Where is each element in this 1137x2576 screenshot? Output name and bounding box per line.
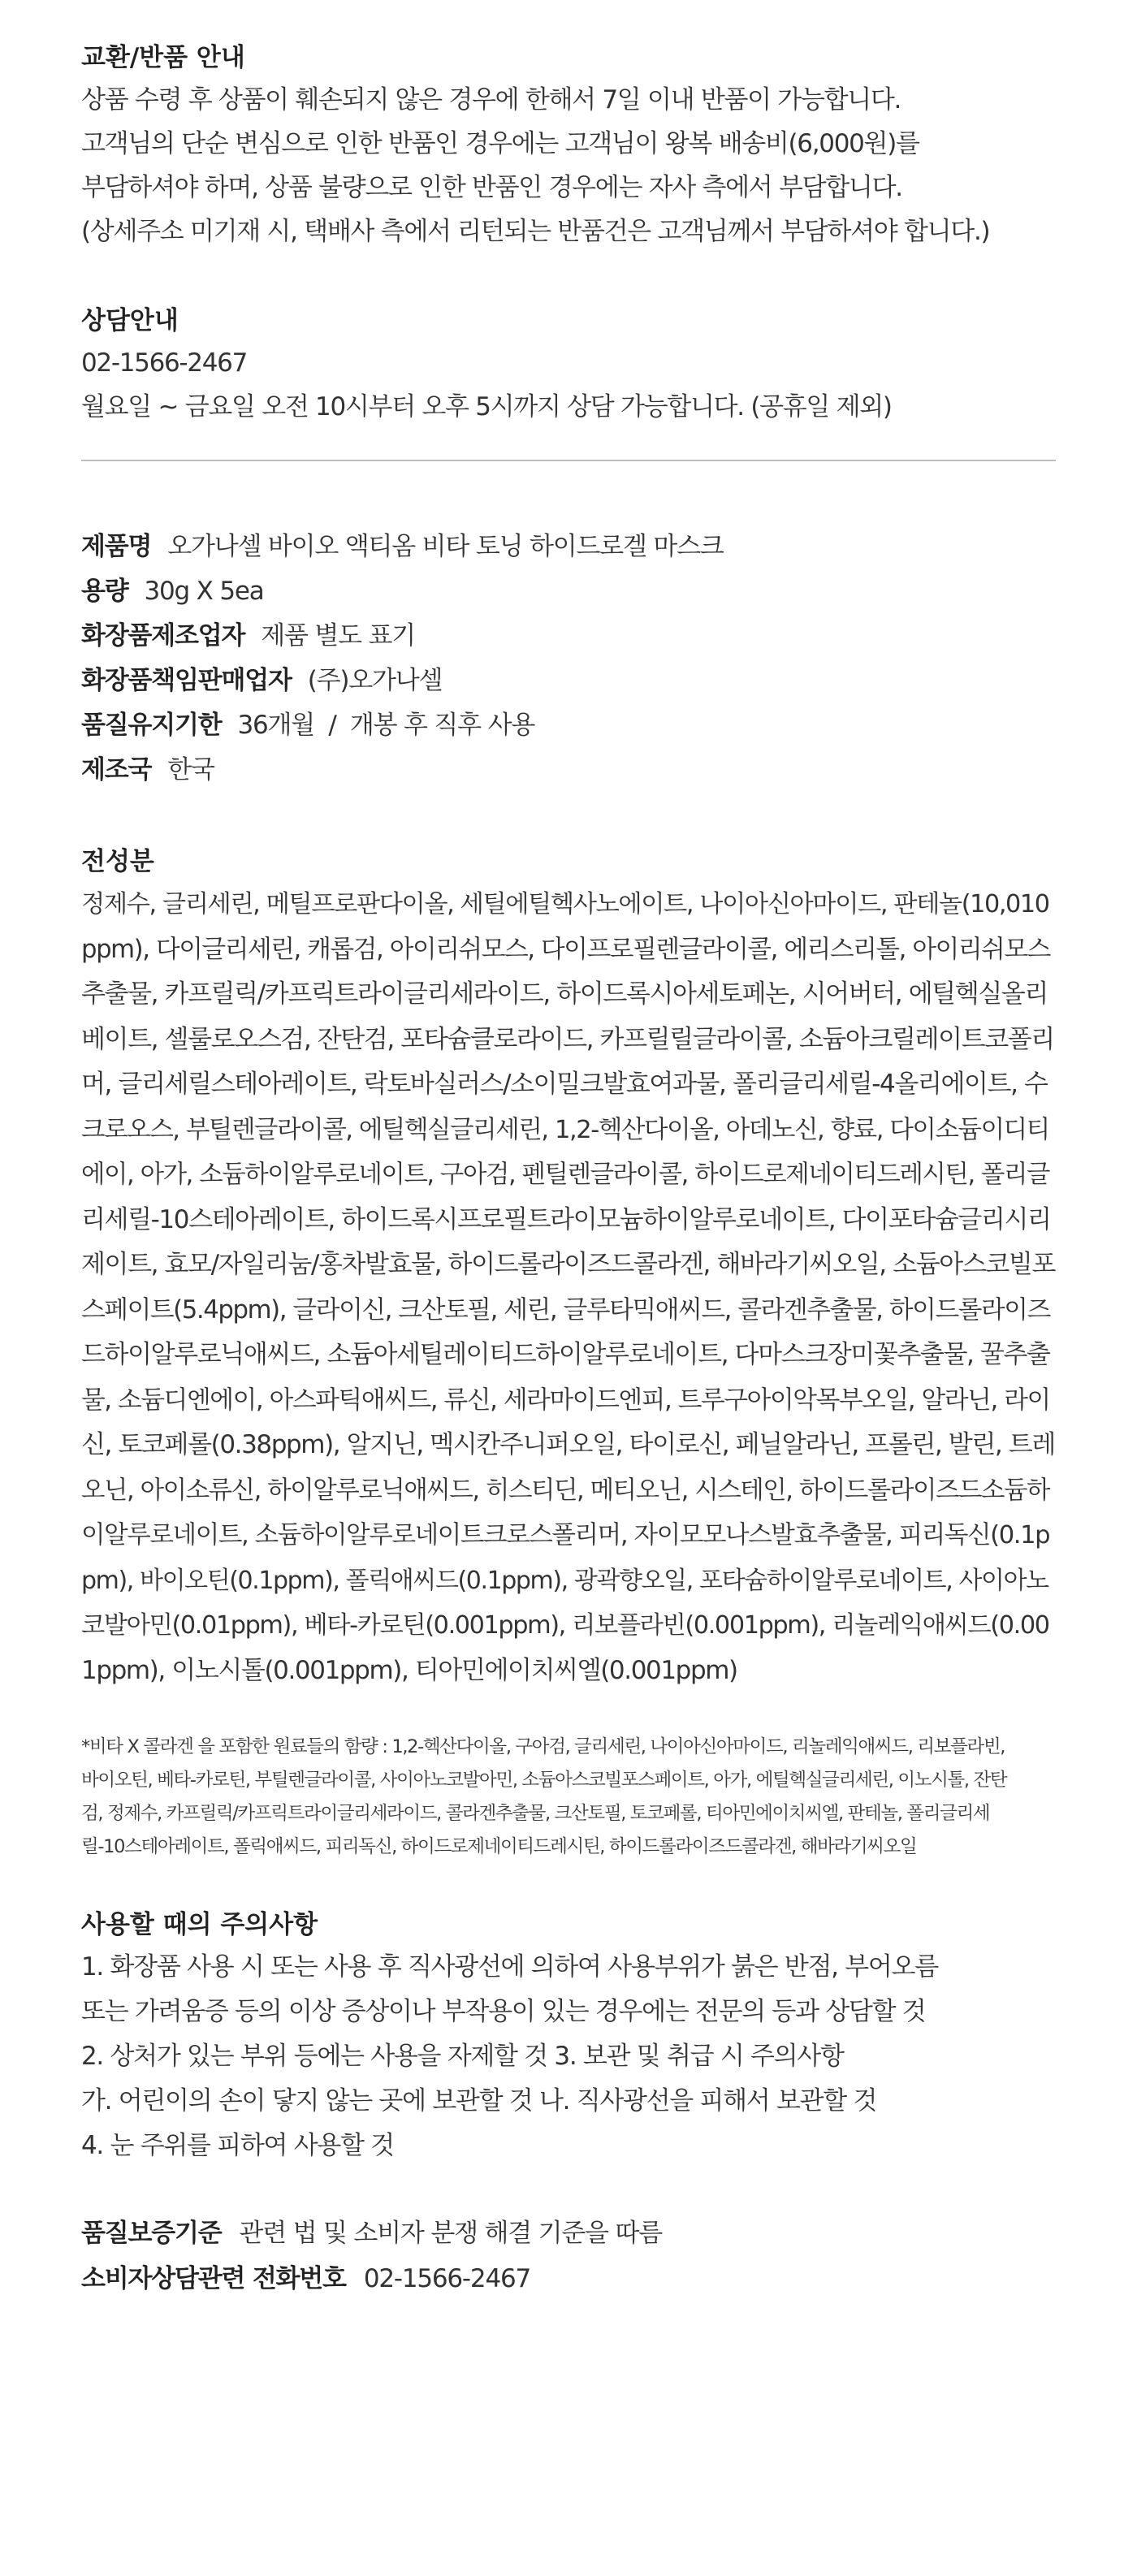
caution-line: 가. 어린이의 손이 닿지 않는 곳에 보관할 것 나. 직사광선을 피해서 보관할 것 (81, 2086, 877, 2116)
quality-standard-value: 관련 법 및 소비자 분쟁 해결 기준을 따름 (239, 2219, 662, 2248)
footnote-line: 검, 정제수, 카프릴릭/카프릭트라이글리세라이드, 콜라겐추출물, 크산토필, 토코페롤, 티아민에이치씨엘, 판테놀, 폴리글리세 (81, 1803, 990, 1824)
spec-row (81, 614, 1056, 659)
footnote-line: 릴-10스테아레이트, 폴릭애씨드, 피리독신, 하이드로제네이티드레시틴, 하이드롤라이즈드콜라겐, 해바라기씨오일 (81, 1836, 917, 1857)
product-info-content (81, 37, 1056, 2302)
exchange-line: 상품 수령 후 상품이 훼손되지 않은 경우에 한해서 7일 이내 반품이 가능합니다. (81, 85, 901, 115)
ingredients-footnote (81, 1731, 1056, 1864)
exchange-title: 교환/반품 안내 (81, 43, 245, 72)
consumer-phone-label: 소비자상담관련 전화번호 (81, 2264, 346, 2293)
ingredient-line: 베이트, 셀룰로오스검, 잔탄검, 포타슘클로라이드, 카프릴릴글라이콜, 소듐아크릴레이트코폴리 (81, 1024, 1054, 1054)
caution-line: 또는 가려움증 등의 이상 증상이나 부작용이 있는 경우에는 전문의 등과 상담할 것 (81, 1997, 926, 2026)
spec-value: 제품 별도 표기 (261, 621, 416, 650)
spec-label: 제조국 (81, 755, 152, 784)
consult-section (81, 300, 1056, 429)
caution-text (81, 1945, 1056, 2168)
consumer-phone-value: 02-1566-2467 (363, 2264, 531, 2293)
caution-title: 사용할 때의 주의사항 (81, 1910, 318, 1939)
spec-row (81, 748, 1056, 793)
ingredient-line: 제이트, 효모/자일리눔/홍차발효물, 하이드롤라이즈드콜라겐, 해바라기씨오일, 소듐아스코빌포 (81, 1250, 1056, 1279)
ingredient-line: 에이, 아가, 소듐하이알루로네이트, 구아검, 펜틸렌글라이콜, 하이드로제네이티드레시틴, 폴리글 (81, 1160, 1050, 1189)
ingredients-title: 전성분 (81, 847, 154, 876)
spec-label: 화장품책임판매업자 (81, 666, 292, 695)
quality-standard-row (81, 2211, 1056, 2256)
ingredient-line: 추출물, 카프릴릭/카프릭트라이글리세라이드, 하이드록시아세토페논, 시어버터, 에틸헥실올리 (81, 979, 1048, 1009)
section-divider (81, 460, 1056, 461)
spec-value: 오가나셀 바이오 액티옴 비타 토닝 하이드로겔 마스크 (167, 532, 724, 561)
spec-value: 36개월 / 개봉 후 직후 사용 (237, 711, 535, 740)
spec-row (81, 525, 1056, 569)
exchange-section (81, 37, 1056, 253)
spec-label: 용량 (81, 577, 128, 606)
ingredient-line: ppm), 다이글리세린, 캐롭검, 아이리쉬모스, 다이프로필렌글라이콜, 에리스리톨, 아이리쉬모스 (81, 934, 1050, 964)
caution-line: 1. 화장품 사용 시 또는 사용 후 직사광선에 의하여 사용부위가 붉은 반점, 부어오름 (81, 1952, 938, 1982)
consult-hours: 월요일 ~ 금요일 오전 10시부터 오후 5시까지 상담 가능합니다. (공휴일 제외) (81, 392, 892, 421)
ingredient-line: 코발아민(0.01ppm), 베타-카로틴(0.001ppm), 리보플라빈(0.001ppm), 리놀레익애씨드(0.00 (81, 1611, 1049, 1640)
consult-phone: 02-1566-2467 (81, 348, 248, 378)
footnote-line: 바이오틴, 베타-카로틴, 부틸렌글라이콜, 사이아노코발아민, 소듐아스코빌포스페이트, 아가, 에틸헥실글리세린, 이노시톨, 잔탄 (81, 1770, 1007, 1791)
ingredient-line: 크로오스, 부틸렌글라이콜, 에틸헥실글리세린, 1,2-헥산다이올, 아데노신, 향료, 다이소듐이디티 (81, 1115, 1049, 1144)
quality-standard-label: 품질보증기준 (81, 2219, 222, 2248)
exchange-line: (상세주소 미기재 시, 택배사 측에서 리턴되는 반품건은 고객님께서 부담하셔야 합니다.) (81, 217, 990, 246)
ingredient-line: 오닌, 아이소류신, 하이알루로닉애씨드, 히스티딘, 메티오닌, 시스테인, 하이드롤라이즈드소듐하 (81, 1476, 1050, 1505)
spec-row (81, 703, 1056, 748)
caution-section (81, 1904, 1056, 2168)
ingredient-line: 물, 소듐디엔에이, 아스파틱애씨드, 류신, 세라마이드엔피, 트루구아이악목부오일, 알라닌, 라이 (81, 1385, 1050, 1415)
spec-row (81, 659, 1056, 703)
spec-row (81, 569, 1056, 614)
exchange-line: 고객님의 단순 변심으로 인한 반품인 경우에는 고객님이 왕복 배송비(6,000원)를 (81, 129, 919, 158)
ingredient-line: 드하이알루로닉애씨드, 소듐아세틸레이티드하이알루로네이트, 다마스크장미꽃추출물, 꿀추출 (81, 1340, 1050, 1369)
spec-label: 품질유지기한 (81, 711, 222, 740)
ingredient-line: pm), 바이오틴(0.1ppm), 폴릭애씨드(0.1ppm), 광곽향오일, 포타슘하이알루로네이트, 사이아노 (81, 1566, 1048, 1595)
spec-value: 한국 (167, 755, 214, 784)
spec-label: 화장품제조업자 (81, 621, 245, 650)
consult-title: 상담안내 (81, 306, 179, 335)
spec-value: (주)오가나셀 (307, 666, 443, 695)
spec-list (81, 525, 1056, 793)
ingredient-line: 신, 토코페롤(0.38ppm), 알지닌, 멕시칸주니퍼오일, 타이로신, 페닐알라닌, 프롤린, 발린, 트레 (81, 1430, 1055, 1459)
footnote-line: *비타 X 콜라겐 을 포함한 원료들의 함량 : 1,2-헥산다이올, 구아검, 글리세린, 나이아신아마이드, 리놀레익애씨드, 리보플라빈, (81, 1736, 1005, 1757)
caution-line: 4. 눈 주위를 피하여 사용할 것 (81, 2131, 394, 2160)
ingredient-line: 1ppm), 이노시톨(0.001ppm), 티아민에이치씨엘(0.001ppm) (81, 1655, 737, 1685)
ingredient-line: 리세릴-10스테아레이트, 하이드록시프로필트라이모늄하이알루로네이트, 다이포타슘글리시리 (81, 1204, 1051, 1234)
caution-line: 2. 상처가 있는 부위 등에는 사용을 자제할 것 3. 보관 및 취급 시 주의사항 (81, 2042, 844, 2071)
spec-label: 제품명 (81, 532, 152, 561)
consumer-phone-row (81, 2256, 1056, 2302)
footer-info (81, 2211, 1056, 2302)
ingredient-line: 정제수, 글리세린, 메틸프로판다이올, 세틸에틸헥사노에이트, 나이아신아마이드, 판테놀(10,010 (81, 890, 1049, 918)
ingredient-line: 머, 글리세릴스테아레이트, 락토바실러스/소이밀크발효여과물, 폴리글리세릴-4올리에이트, 수 (81, 1070, 1048, 1099)
ingredients-section (81, 841, 1056, 1693)
ingredient-line: 이알루로네이트, 소듐하이알루로네이트크로스폴리머, 자이모모나스발효추출물, 피리독신(0.1p (81, 1521, 1050, 1549)
ingredients-text (81, 882, 1056, 1693)
ingredient-line: 스페이트(5.4ppm), 글라이신, 크산토필, 세린, 글루타믹애씨드, 콜라겐추출물, 하이드롤라이즈 (81, 1294, 1050, 1325)
spec-value: 30g X 5ea (144, 577, 264, 606)
exchange-line: 부담하셔야 하며, 상품 불량으로 인한 반품인 경우에는 자사 측에서 부담합니다. (81, 173, 902, 202)
